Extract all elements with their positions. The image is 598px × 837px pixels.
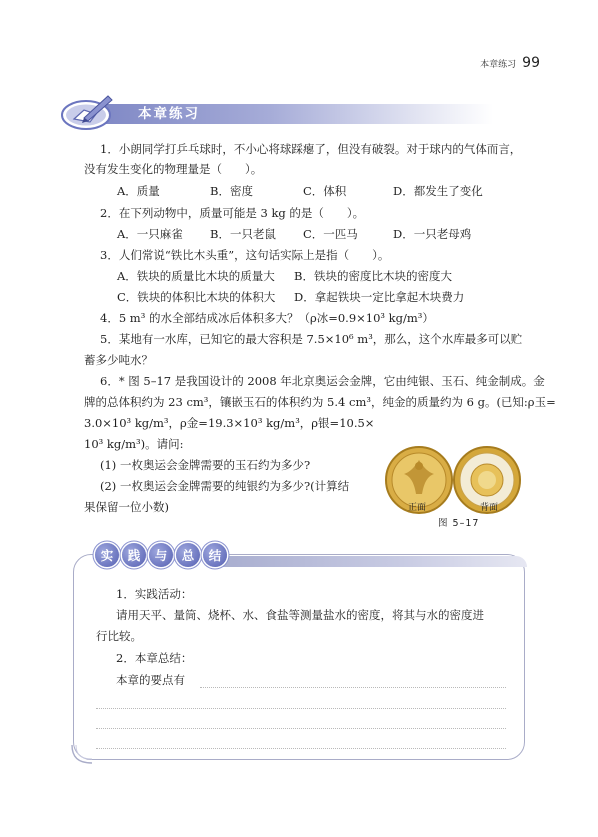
answer-line	[96, 728, 506, 729]
q1-text-line1: 1．小朗同学打乒乓球时，不小心将球踩瘪了，但没有破裂。对于球内的气体而言，	[100, 142, 522, 156]
q6-text-line1: 6．* 图 5–17 是我国设计的 2008 年北京奥运会金牌，它由纯银、玉石、纯金制成。金	[100, 374, 545, 388]
olympic-medal-figure	[384, 438, 524, 524]
q6-subquestion-2-line1: (2) 一枚奥运会金牌需要的纯银约为多少?(计算结	[100, 479, 350, 493]
q2-option-b: B．一只老鼠	[210, 227, 276, 241]
q5-text-line2: 蓄多少吨水？	[84, 353, 153, 367]
q6-text-line3: 3.0×10³ kg/m³，ρ金=19.3×10³ kg/m³，ρ银=10.5×	[84, 416, 375, 430]
q3-option-d: D．拿起铁块一定比拿起木块费力	[294, 290, 465, 304]
pen-notebook-icon	[60, 88, 120, 134]
q6-subquestion-2-line2: 果保留一位小数)	[84, 500, 169, 514]
figure-label: 图 5–17	[438, 518, 480, 529]
practice-item1-body-line1: 请用天平、量筒、烧杯、水、食盐等测量盐水的密度，将其与水的密度进	[116, 608, 484, 622]
q1-option-a: A．质量	[117, 184, 160, 198]
practice-item1-body-line2: 行比较。	[96, 629, 142, 643]
answer-line	[96, 708, 506, 709]
q3-option-c: C．铁块的体积比木块的体积大	[117, 290, 276, 304]
running-head-label: 本章练习	[480, 60, 517, 70]
medal-back-caption: 背面	[480, 503, 499, 513]
heading-badge: 结	[203, 543, 227, 567]
page-title: 本章练习	[138, 106, 200, 122]
q3-option-b: B．铁块的密度比木块的密度大	[294, 269, 452, 283]
heading-badge: 与	[149, 543, 173, 567]
practice-item2-prompt: 本章的要点有	[116, 673, 185, 687]
q2-option-d: D．一只老母鸡	[393, 227, 472, 241]
q3-option-a: A．铁块的质量比木块的质量大	[117, 269, 275, 283]
answer-line	[200, 687, 506, 688]
answer-line	[96, 748, 506, 749]
medal-front-caption: 正面	[408, 503, 427, 513]
running-head	[480, 55, 540, 71]
q6-text-line4: 10³ kg/m³)。请问:	[84, 437, 184, 451]
practice-item1-title: 1．实践活动：	[116, 587, 193, 601]
page-number: 99	[522, 55, 540, 71]
practice-item2-title: 2．本章总结：	[116, 651, 193, 665]
q6-text-line2: 牌的总体积约为 23 cm³，镶嵌玉石的体积约为 5.4 cm³，纯金的质量约为 6 g。(已知:ρ玉=	[84, 395, 556, 409]
q1-option-c: C．体积	[303, 184, 347, 198]
q1-option-d: D．都发生了变化	[393, 184, 483, 198]
heading-badge: 总	[176, 543, 200, 567]
q2-option-a: A．一只麻雀	[117, 227, 183, 241]
q2-text: 2．在下列动物中，质量可能是 3 kg 的是（ ）。	[100, 206, 365, 220]
heading-badge: 实	[95, 543, 119, 567]
q1-option-b: B．密度	[210, 184, 253, 198]
q3-text: 3．人们常说“铁比木头重”，这句话实际上是指（ ）。	[100, 248, 390, 262]
q4-text: 4．5 m³ 的水全部结成冰后体积多大？（ρ冰=0.9×10³ kg/m³）	[100, 311, 434, 325]
q6-subquestion-1: (1) 一枚奥运会金牌需要的玉石约为多少?	[100, 458, 311, 472]
practice-summary-band	[215, 556, 527, 567]
q5-text-line1: 5．某地有一水库，已知它的最大容积是 7.5×10⁶ m³，那么，这个水库最多可以贮	[100, 332, 523, 346]
box-corner-ornament	[70, 741, 98, 767]
practice-summary-heading	[95, 543, 227, 567]
q2-option-c: C．一匹马	[303, 227, 358, 241]
heading-badge: 践	[122, 543, 146, 567]
q1-text-line2: 没有发生变化的物理量是（ ）。	[84, 162, 263, 176]
